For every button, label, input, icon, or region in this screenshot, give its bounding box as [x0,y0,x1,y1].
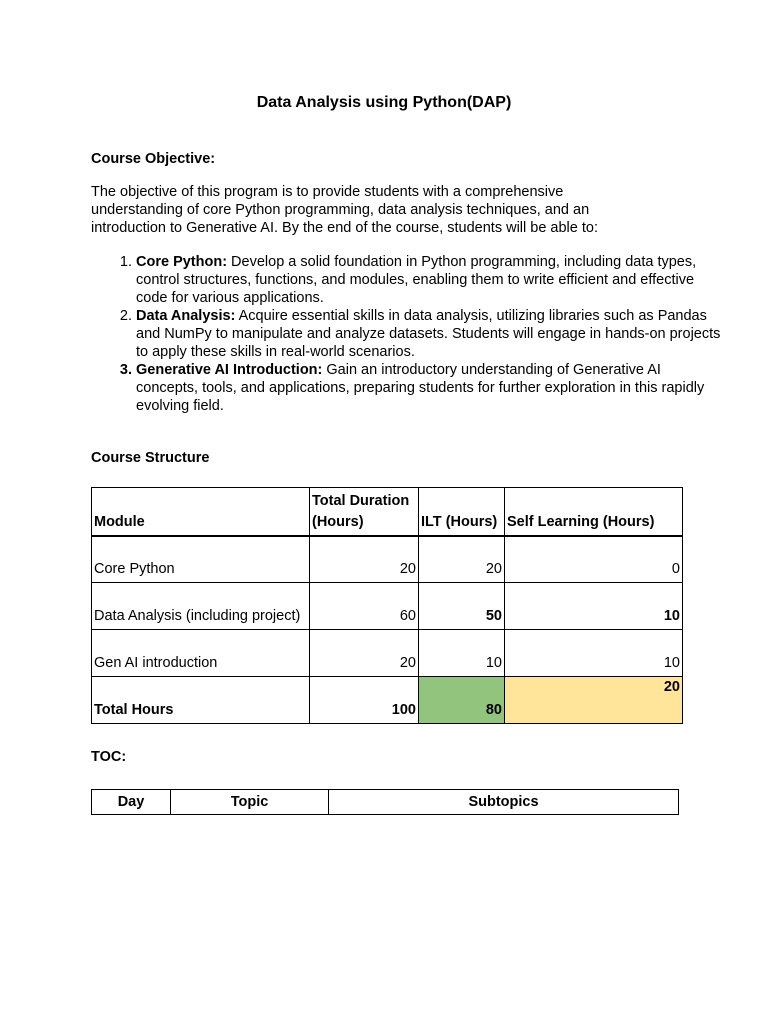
cell-self: 20 [505,677,683,724]
table-row [92,630,683,677]
course-structure-heading: Course Structure [91,450,210,466]
course-structure-table [91,487,683,724]
header-ilt: ILT (Hours) [419,488,505,536]
toc-header-subtopics: Subtopics [329,790,679,815]
course-objective-heading: Course Objective: [91,151,216,167]
document-title: Data Analysis using Python(DAP) [256,94,512,111]
table-total-row [92,677,683,724]
header-module: Module [92,488,310,536]
objective-term: Core Python: [136,254,228,270]
table-header-row [92,488,683,536]
objective-term: Generative AI Introduction: [136,362,323,378]
objective-item [136,361,726,415]
cell-module: Data Analysis (including project) [92,583,310,630]
cell-total: 20 [310,630,419,677]
cell-self: 10 [505,630,683,677]
cell-total: 100 [310,677,419,724]
table-row [92,583,683,630]
cell-ilt: 10 [419,630,505,677]
cell-module: Gen AI introduction [92,630,310,677]
cell-self: 0 [505,536,683,583]
cell-total: 20 [310,536,419,583]
cell-self: 10 [505,583,683,630]
header-total-duration: Total Duration (Hours) [310,488,419,536]
objective-term: Data Analysis: [136,308,236,324]
cell-module: Core Python [92,536,310,583]
objective-text: Develop a solid foundation in Python programming, including data types, control structures, functions, and modules, enabling them to write efficient and effective code for various applications. [136,254,697,306]
toc-table [91,789,679,815]
objective-item [136,307,726,361]
toc-header-row [92,790,679,815]
header-self-learning: Self Learning (Hours) [505,488,683,536]
toc-header-topic: Topic [171,790,329,815]
objectives-list [91,253,726,415]
cell-total: 60 [310,583,419,630]
toc-header-day: Day [92,790,171,815]
cell-ilt: 20 [419,536,505,583]
objective-text: Gain an introductory understanding of Generative AI concepts, tools, and applications, preparing students for further exploration in this rapidly evolving field. [136,362,705,414]
cell-ilt: 80 [419,677,505,724]
course-objective-intro: The objective of this program is to provide students with a comprehensive understanding of core Python programming, data analysis techniques, and an introduction to Generative AI. By the end of the course, students will be able to: [91,184,598,236]
cell-ilt: 50 [419,583,505,630]
objective-text: Acquire essential skills in data analysis, utilizing libraries such as Pandas and NumPy to manipulate and analyze datasets. Students will engage in hands-on projects to apply these skills in real-world scenarios. [136,308,721,360]
objective-item [136,253,726,307]
cell-module: Total Hours [92,677,310,724]
toc-heading: TOC: [91,749,127,765]
table-row [92,536,683,583]
